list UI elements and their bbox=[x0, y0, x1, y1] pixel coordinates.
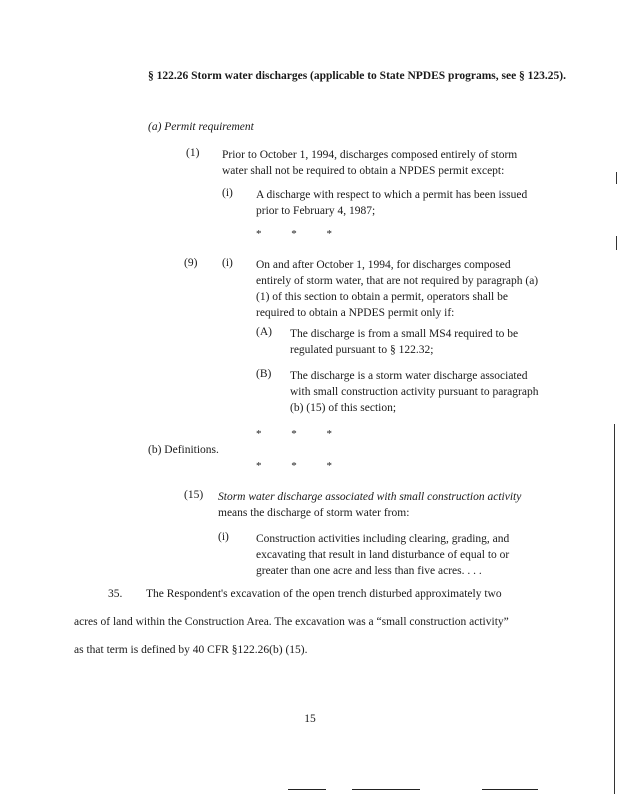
scan-footer-line bbox=[288, 789, 326, 790]
scan-footer-line bbox=[352, 789, 420, 790]
star: * bbox=[256, 428, 262, 440]
star: * bbox=[326, 460, 332, 472]
item-9-sub-number: (i) bbox=[222, 257, 233, 269]
scan-edge-mark bbox=[616, 236, 617, 250]
page-number: 15 bbox=[304, 713, 316, 725]
item-9-sub-b-text: The discharge is a storm water discharge associated with small construction activity pursuant to paragraph (b) (15) of this section; bbox=[290, 370, 539, 414]
star: * bbox=[326, 428, 332, 440]
item-9-sub-a-text: The discharge is from a small MS4 required to be regulated pursuant to § 122.32; bbox=[290, 328, 519, 356]
item-15-sub-i-number: (i) bbox=[218, 531, 229, 543]
regulation-heading: § 122.26 Storm water discharges (applicable to State NPDES programs, see § 123.25). bbox=[148, 70, 567, 82]
item-1-number: (1) bbox=[186, 147, 200, 159]
item-15-number: (15) bbox=[184, 489, 204, 501]
star: * bbox=[291, 460, 297, 472]
scan-edge-mark bbox=[614, 424, 615, 794]
paragraph-35-line-3: as that term is defined by 40 CFR §122.26(b) (15). bbox=[74, 644, 308, 656]
star: * bbox=[291, 228, 297, 240]
omission-stars-3 bbox=[256, 460, 332, 472]
section-a-label: (a) Permit requirement bbox=[148, 121, 254, 133]
item-9-number: (9) bbox=[184, 257, 198, 269]
item-1-sub-i-number: (i) bbox=[222, 187, 233, 199]
item-15-text-block bbox=[218, 489, 548, 521]
item-1-sub-i-text: A discharge with respect to which a permit has been issued prior to February 4, 1987; bbox=[256, 189, 528, 217]
omission-stars-1 bbox=[256, 228, 332, 240]
paragraph-35-line-2: acres of land within the Construction Area. The excavation was a “small construction activity” bbox=[74, 616, 509, 628]
paragraph-35-line-1: The Respondent's excavation of the open trench disturbed approximately two bbox=[146, 588, 502, 600]
star: * bbox=[256, 228, 262, 240]
item-1-text: Prior to October 1, 1994, discharges composed entirely of storm water shall not be required to obtain a NPDES permit except: bbox=[222, 149, 518, 177]
item-15-sub-i-text: Construction activities including clearing, grading, and excavating that result in land disturbance of equal to or greater than one acre and less than five acres. . . . bbox=[256, 533, 510, 577]
item-9-sub-b-number: (B) bbox=[256, 368, 272, 380]
star: * bbox=[326, 228, 332, 240]
scan-edge-mark bbox=[616, 172, 617, 184]
item-15-title: Storm water discharge associated with small construction activity bbox=[218, 491, 522, 503]
item-9-sub-a-number: (A) bbox=[256, 326, 272, 338]
paragraph-35-number: 35. bbox=[108, 588, 123, 600]
omission-stars-2 bbox=[256, 428, 332, 440]
item-15-text: means the discharge of storm water from: bbox=[218, 507, 410, 519]
section-b-label: (b) Definitions. bbox=[148, 444, 219, 456]
star: * bbox=[291, 428, 297, 440]
scan-footer-line bbox=[482, 789, 538, 790]
star: * bbox=[256, 460, 262, 472]
item-9-text: On and after October 1, 1994, for discharges composed entirely of storm water, that are not required by paragraph (a)(1) of this section to obtain a permit, operators shall be required to obtain a NPDES permit only if: bbox=[256, 259, 539, 319]
